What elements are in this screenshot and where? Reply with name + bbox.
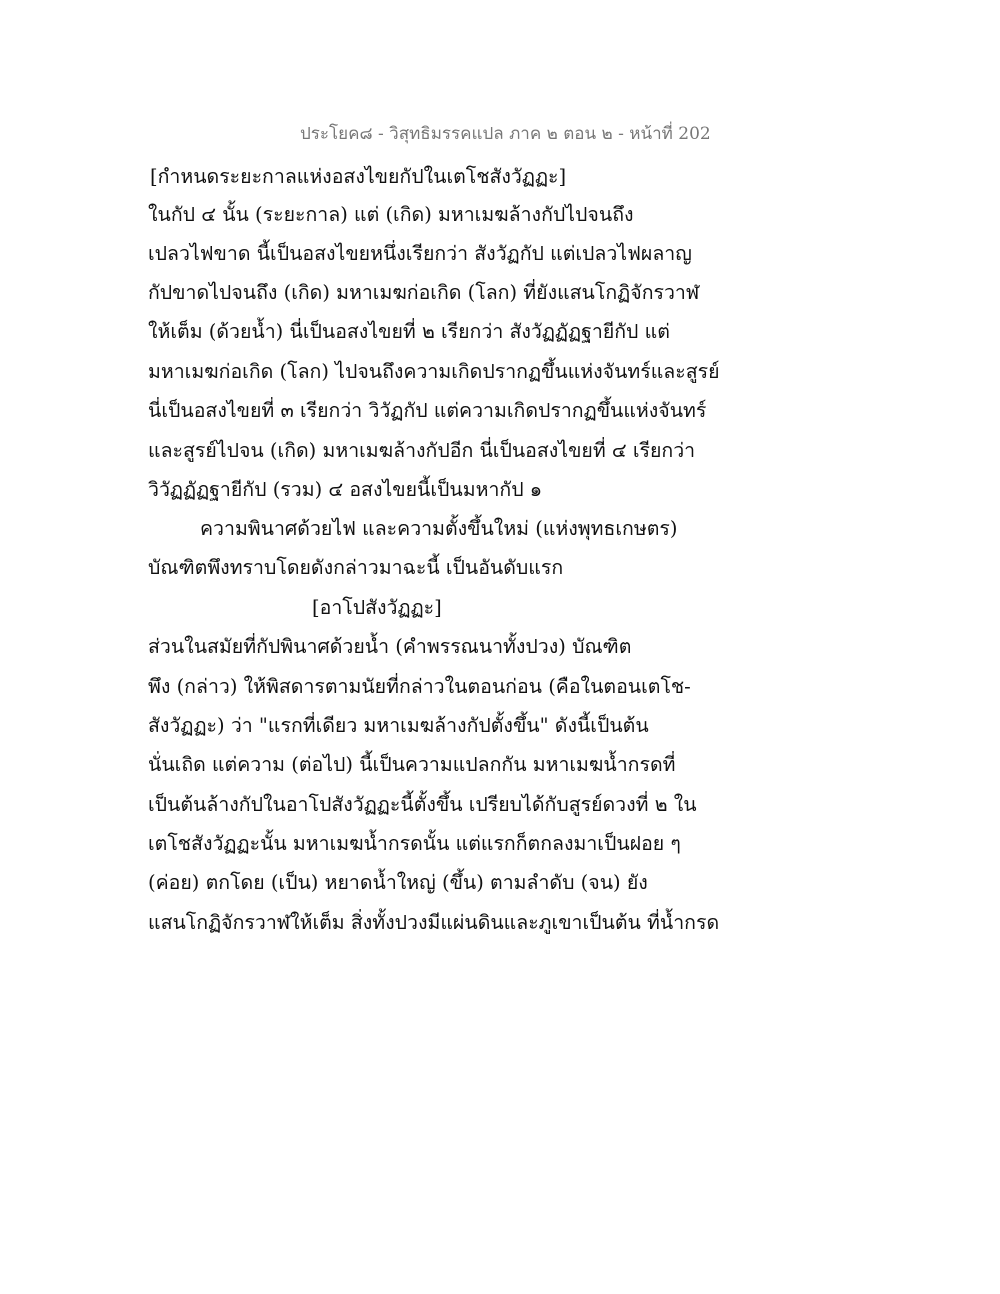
text-line: มหาเมฆก่อเกิด (โลก) ไปจนถึงความเกิดปรากฏขึ้นแห่งจันทร์และสูรย์ — [148, 360, 720, 383]
text-line: เป็นต้นล้างกัปในอาโปสังวัฏฏะนี้ตั้งขึ้น เปรียบได้กับสูรย์ดวงที่ ๒ ใน — [148, 793, 697, 816]
section-heading-apo: [อาโปสังวัฏฏะ] — [312, 596, 442, 619]
text-line: บัณฑิตพึงทราบโดยดังกล่าวมาฉะนี้ เป็นอันดับแรก — [148, 556, 564, 579]
text-line: วิวัฏฏัฏฐายีกัป (รวม) ๔ อสงไขยนี้เป็นมหากัป ๑ — [148, 478, 543, 501]
text-line: เปลวไฟขาด นี้เป็นอสงไขยหนึ่งเรียกว่า สังวัฏกัป แต่เปลวไฟผลาญ — [148, 242, 692, 265]
page-header: ประโยค๘ - วิสุทธิมรรคแปล ภาค ๒ ตอน ๒ - หน้าที่ 202 — [300, 124, 711, 144]
text-line: แสนโกฏิจักรวาฬให้เต็ม สิ่งทั้งปวงมีแผ่นดินและภูเขาเป็นต้น ที่น้ำกรด — [148, 911, 720, 934]
text-line: ในกัป ๔ นั้น (ระยะกาล) แต่ (เกิด) มหาเมฆล้างกัปไปจนถึง — [148, 203, 634, 226]
text-line: สังวัฏฏะ) ว่า "แรกที่เดียว มหาเมฆล้างกัปตั้งขึ้น" ดังนี้เป็นต้น — [148, 714, 649, 737]
text-line: นั่นเถิด แต่ความ (ต่อไป) นี้เป็นความแปลกกัน มหาเมฆน้ำกรดที่ — [148, 753, 676, 776]
text-line: นี่เป็นอสงไขยที่ ๓ เรียกว่า วิวัฏกัป แต่ความเกิดปรากฏขึ้นแห่งจันทร์ — [148, 399, 707, 422]
section-heading-tejo: [กำหนดระยะกาลแห่งอสงไขยกัปในเตโชสังวัฏฏะ] — [150, 165, 567, 188]
text-line: ความพินาศด้วยไฟ และความตั้งขึ้นใหม่ (แห่งพุทธเกษตร) — [200, 517, 678, 540]
text-line: กัปขาดไปจนถึง (เกิด) มหาเมฆก่อเกิด (โลก) ที่ยังแสนโกฏิจักรวาฬ — [148, 281, 700, 304]
text-line: ส่วนในสมัยที่กัปพินาศด้วยน้ำ (คำพรรณนาทั้งปวง) บัณฑิต — [148, 635, 632, 658]
text-line: พึง (กล่าว) ให้พิสดารตามนัยที่กล่าวในตอนก่อน (คือในตอนเตโช- — [148, 675, 691, 698]
text-line: และสูรย์ไปจน (เกิด) มหาเมฆล้างกัปอีก นี่เป็นอสงไขยที่ ๔ เรียกว่า — [148, 439, 696, 462]
text-line: (ค่อย) ตกโดย (เป็น) หยาดน้ำใหญ่ (ขึ้น) ตามลำดับ (จน) ยัง — [148, 871, 648, 894]
text-line: เตโชสังวัฏฏะนั้น มหาเมฆน้ำกรดนั้น แต่แรกก็ตกลงมาเป็นฝอย ๆ — [148, 832, 681, 855]
text-line: ให้เต็ม (ด้วยน้ำ) นี่เป็นอสงไขยที่ ๒ เรียกว่า สังวัฏฏัฏฐายีกัป แต่ — [148, 320, 670, 343]
